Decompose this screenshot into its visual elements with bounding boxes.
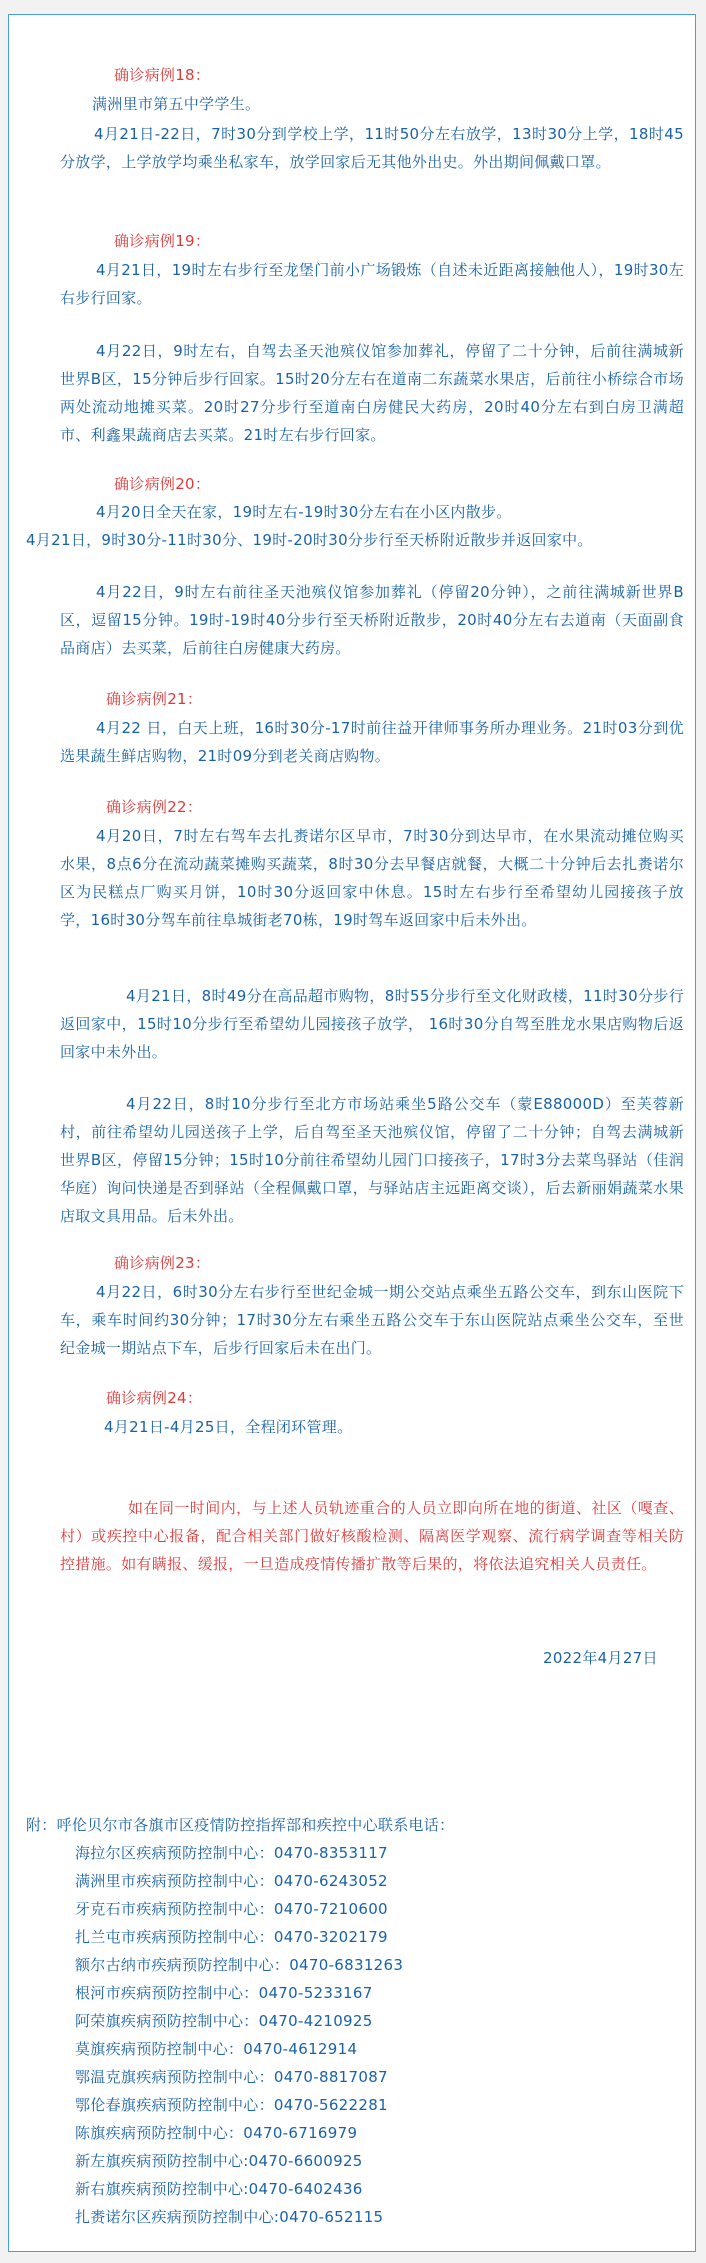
contact-item: 满洲里市疾病预防控制中心：0470-6243052: [75, 1872, 388, 1890]
contact-item: 根河市疾病预防控制中心：0470-5233167: [75, 1984, 373, 2002]
case-21-apr22: 4月22 日，白天上班，16时30分-17时前往益开律师事务所办理业务。21时03分到优选果蔬生鲜店购物，21时09分到老关商店购物。: [60, 719, 684, 765]
contact-item: 额尔古纳市疾病预防控制中心：0470-6831263: [75, 1956, 404, 1974]
contact-item: 鄂伦春旗疾病预防控制中心：0470-5622281: [75, 2096, 388, 2114]
case-20-title: 确诊病例20：: [114, 475, 211, 493]
notice-paragraph: 如在同一时间内，与上述人员轨迹重合的人员立即向所在地的街道、社区（嘎查、村）或疾控中心报备，配合相关部门做好核酸检测、隔离医学观察、流行病学调查等相关防控措施。如有瞒报、缓报，一旦造成疫情传播扩散等后果的，将依法追究相关人员责任。: [60, 1499, 684, 1573]
case-19-apr22: 4月22日，9时左右，自驾去圣天池殡仪馆参加葬礼，停留了二十分钟，后前往满城新世界B区，15分钟后步行回家。15时20分左右在道南二东蔬菜水果店，后前往小桥综合市场两处流动地摊买菜。20时27分步行至道南白房健民大药房，20时40分左右到白房卫满超市、利鑫果蔬商店去买菜。21时左右步行回家。: [60, 342, 684, 444]
case-22-apr21: 4月21日，8时49分在高品超市购物，8时55分步行至文化财政楼，11时30分步行返回家中，15时10分步行至希望幼儿园接孩子放学， 16时30分自驾至胜龙水果店购物后返回家中未外出。: [60, 987, 684, 1061]
contact-item: 新左旗疾病预防控制中心:0470-6600925: [75, 2152, 363, 2170]
case-24-status: 4月21日-4月25日，全程闭环管理。: [104, 1418, 353, 1436]
contact-item: 海拉尔区疾病预防控制中心：0470-8353117: [75, 1844, 388, 1862]
case-23-apr22: 4月22日，6时30分左右步行至世纪金城一期公交站点乘坐五路公交车，到东山医院下车，乘车时间约30分钟；17时30分左右乘坐五路公交车于东山医院站点乘坐公交车，至世纪金城一期站点下车，后步行回家后未在出门。: [60, 1283, 684, 1357]
publish-date: 2022年4月27日: [543, 1649, 658, 1667]
contact-item: 莫旗疾病预防控制中心：0470-4612914: [75, 2040, 358, 2058]
case-19-title: 确诊病例19：: [114, 232, 211, 250]
case-19-apr21: 4月21日，19时左右步行至龙堡门前小广场锻炼（自述未近距离接触他人），19时30左右步行回家。: [60, 261, 684, 307]
contact-item: 牙克石市疾病预防控制中心：0470-7210600: [75, 1900, 388, 1918]
contact-list: [75, 1839, 403, 2231]
case-22-apr20: 4月20日，7时左右驾车去扎赉诺尔区早市，7时30分到达早市，在水果流动摊位购买水果，8点6分在流动蔬菜摊购买蔬菜，8时30分去早餐店就餐，大概二十分钟后去扎赉诺尔区为民糕点厂购买月饼，10时30分返回家中休息。15时左右步行至希望幼儿园接孩子放学，16时30分驾车前往阜城街老70栋，19时驾车返回家中后未外出。: [60, 827, 684, 929]
contact-item: 新右旗疾病预防控制中心:0470-6402436: [75, 2180, 363, 2198]
case-18-title: 确诊病例18：: [114, 66, 211, 84]
case-20-apr22: 4月22日，9时左右前往圣天池殡仪馆参加葬礼（停留20分钟），之前往满城新世界B区，逗留15分钟。19时-19时40分步行至天桥附近散步，20时40分左右去道南（天面副食品商店）去买菜，后前往白房健康大药房。: [60, 583, 684, 657]
contact-item: 阿荣旗疾病预防控制中心：0470-4210925: [75, 2012, 373, 2030]
case-18-identity: 满洲里市第五中学学生。: [92, 95, 261, 113]
case-22-title: 确诊病例22：: [106, 798, 203, 816]
case-24-title: 确诊病例24：: [106, 1389, 203, 1407]
case-20-apr20: 4月20日全天在家，19时左右-19时30分左右在小区内散步。: [96, 503, 512, 521]
case-23-title: 确诊病例23：: [114, 1254, 211, 1272]
case-21-title: 确诊病例21：: [106, 690, 203, 708]
case-18-itinerary: 4月21日-22日，7时30分到学校上学，11时50分左右放学，13时30分上学，18时45分放学，上学放学均乘坐私家车，放学回家后无其他外出史。外出期间佩戴口罩。: [60, 125, 684, 171]
contact-item: 鄂温克旗疾病预防控制中心：0470-8817087: [75, 2068, 388, 2086]
appendix-heading: 附：呼伦贝尔市各旗市区疫情防控指挥部和疾控中心联系电话：: [26, 1816, 455, 1834]
contact-item: 扎赉诺尔区疾病预防控制中心:0470-652115: [75, 2208, 384, 2226]
case-20-apr21: 4月21日，9时30分-11时30分、19时-20时30分步行至天桥附近散步并返回家中。: [26, 531, 593, 549]
contact-item: 扎兰屯市疾病预防控制中心：0470-3202179: [75, 1928, 388, 1946]
case-22-apr22: 4月22日，8时10分步行至北方市场站乘坐5路公交车（蒙E88000D）至芙蓉新村，前往希望幼儿园送孩子上学，后自驾至圣天池殡仪馆，停留了二十分钟；自驾去满城新世界B区，停留15分钟；15时10分前往希望幼儿园门口接孩子，17时3分去菜鸟驿站（佳润华庭）询问快递是否到驿站（全程佩戴口罩，与驿站店主远距离交谈），后去新丽娟蔬菜水果店取文具用品。后未外出。: [60, 1095, 684, 1225]
contact-item: 陈旗疾病预防控制中心：0470-6716979: [75, 2124, 358, 2142]
